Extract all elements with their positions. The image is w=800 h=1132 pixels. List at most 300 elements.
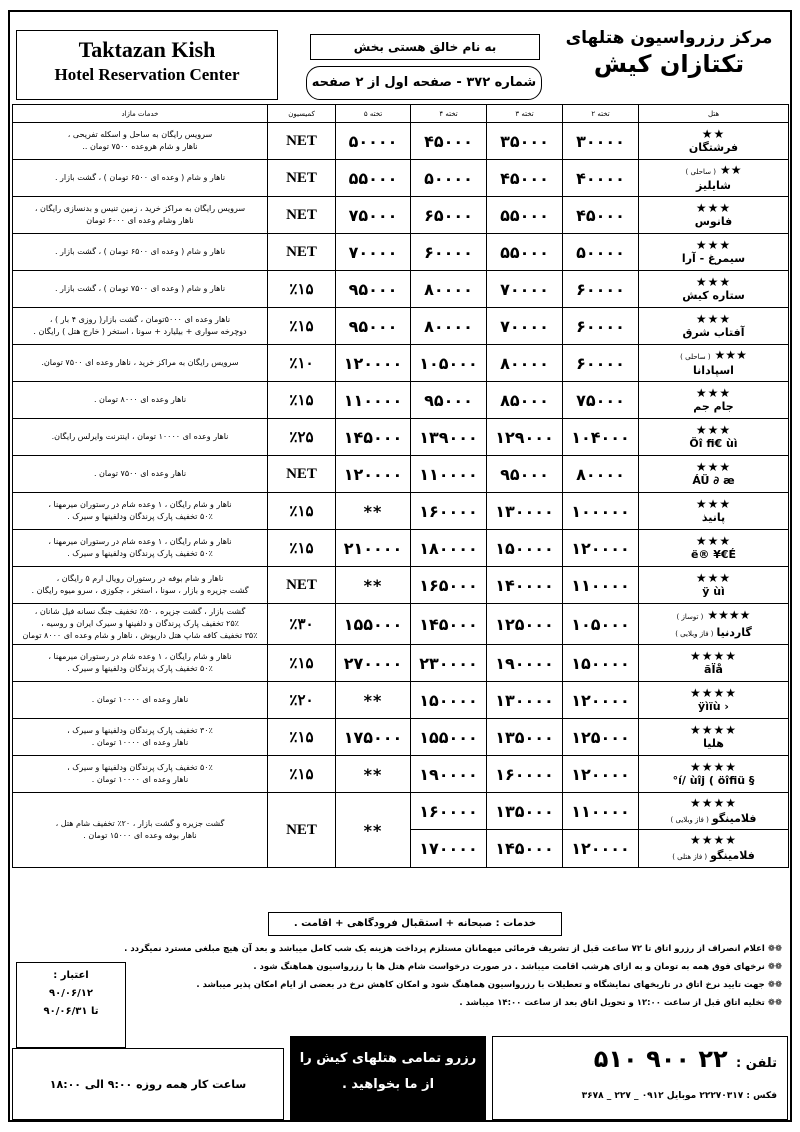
- note-item: ❁❁ تخلیه اتاق قبل از ساعت ۱۲:۰۰ و تحویل اتاق بعد از ساعت ۱۴:۰۰ میباشد .: [459, 998, 782, 1008]
- hotel-name-line: [639, 326, 788, 340]
- commission-cell: ٪۱۵: [268, 719, 336, 756]
- hotel-note: ( فاز هتلی ): [672, 853, 708, 861]
- hotel-name-line: [639, 737, 788, 751]
- price-4bed-cell: ۱۸۰۰۰۰: [411, 530, 487, 567]
- english-title: Taktazan Kish: [78, 37, 216, 62]
- price-5bed-cell: ۹۵۰۰۰: [336, 271, 411, 308]
- hotel-variant: [639, 830, 788, 867]
- price-5bed-cell: **: [336, 567, 411, 604]
- phone-label: تلفن :: [736, 1056, 777, 1071]
- star-rating: ★★: [719, 163, 742, 177]
- extra-services-cell: [13, 345, 268, 382]
- validity-from: ۹۰/۰۶/۱۲: [49, 988, 93, 999]
- hotel-name: ë® ¥€É: [690, 548, 737, 561]
- table-row: [13, 308, 789, 345]
- hotel-cell: [639, 160, 789, 197]
- commission-cell: ٪۱۵: [268, 530, 336, 567]
- hotel-stars: [639, 608, 788, 624]
- table-row: [13, 645, 789, 682]
- price-5bed-cell: ۷۰۰۰۰: [336, 234, 411, 271]
- note-item: ❁❁ نرخهای فوق همه به تومان و به ازای هرشب اقامت میباشد . در صورت درخواست شام هتل ها با رزرواسیون هماهنگ شود .: [253, 962, 782, 972]
- hotel-name: اسپادانا: [693, 364, 734, 377]
- commission-cell: ٪۱۵: [268, 382, 336, 419]
- hotel-name: Öî ﬁ€ ùì: [689, 437, 738, 450]
- hotel-cell: [639, 756, 789, 793]
- extra-service-line: گشت جزیره و بازار ، سونا ، استخر ، جکوزی ، سرو میوه رایگان .: [31, 586, 249, 595]
- extra-service-line: ناهار و شام ( وعده ای ۷۵۰۰ تومان ) ، گشت بازار .: [54, 284, 226, 293]
- extra-services-cell: [13, 197, 268, 234]
- price-5bed-cell: **: [336, 756, 411, 793]
- extra-service-line: سرویس رایگان به مراکز خرید ، زمین تنیس و بدنسازی رایگان ،: [34, 204, 246, 213]
- hotel-name: فانوس: [694, 215, 733, 228]
- extra-service-line: ۵۰٪ تخفیف پارک پرندگان ودلفینها و سیرک .: [67, 664, 213, 673]
- price-3bed-cell: ۷۰۰۰۰: [487, 308, 563, 345]
- hotel-cell: [639, 567, 789, 604]
- star-rating: ★★★★: [689, 833, 738, 847]
- price-2bed-cell: ۸۰۰۰۰: [563, 456, 639, 493]
- issue-number-box: شماره ۳۷۲ - صفحه اول از ۲ صفحه: [306, 66, 542, 100]
- star-rating: ★★★: [695, 312, 732, 326]
- table-row: [13, 682, 789, 719]
- hotel-name-line: [639, 511, 788, 525]
- star-rating: ★★★: [714, 348, 747, 362]
- extra-service-line: ۵۰٪ تخفیف پارک پرندگان ودلفینها و سیرک ،: [67, 763, 213, 772]
- star-rating: ★★★★: [689, 686, 738, 700]
- price-5bed-cell: ۱۱۰۰۰۰: [336, 382, 411, 419]
- english-logo-box: [16, 30, 278, 100]
- extra-services-cell: [13, 793, 268, 868]
- hotel-cell: [639, 682, 789, 719]
- price-5bed-cell: ۵۰۰۰۰: [336, 123, 411, 160]
- commission-cell: NET: [268, 234, 336, 271]
- price-5bed-cell: ۹۵۰۰۰: [336, 308, 411, 345]
- hotel-stars: [639, 760, 788, 774]
- price-2bed-cell: ۱۱۰۰۰۰: [563, 567, 639, 604]
- commission-cell: ٪۱۵: [268, 493, 336, 530]
- extra-service-line: ناهار و شام ( وعده ای ۶۵۰۰ تومان ) ، گشت بازار .: [54, 247, 226, 256]
- extra-service-line: ۳۰٪ تخفیف پارک پرندگان ودلفینها و سیرک ،: [67, 726, 213, 735]
- extra-service-line: ناهار وعده ای ۱۰۰۰۰ تومان ، اینترنت وایرلس رایگان.: [51, 432, 229, 441]
- star-rating: ★★★: [695, 423, 732, 437]
- col-header: ۲ تخته: [563, 105, 639, 123]
- extra-services-cell: [13, 160, 268, 197]
- extra-services-cell: [13, 719, 268, 756]
- hotel-stars: [639, 348, 788, 364]
- price-2bed-cell: ۱۰۴۰۰۰: [563, 419, 639, 456]
- services-box: خدمات : صبحانه + استقبال فرودگاهی + اقامت .: [268, 912, 562, 936]
- star-rating: ★★★★: [689, 649, 738, 663]
- price-4bed-cell: ۱۶۵۰۰۰: [411, 567, 487, 604]
- persian-title-line1: مرکز رزرواسیون هتلهای: [565, 28, 773, 48]
- star-rating: ★★★★: [689, 795, 738, 810]
- hotel-cell: [639, 493, 789, 530]
- price-2bed-cell: ۱۰۰۰۰۰: [563, 493, 639, 530]
- price-4bed-cell: ۸۰۰۰۰: [411, 308, 487, 345]
- slogan-line2: از ما بخواهید .: [341, 1077, 435, 1092]
- hotel-stars: [639, 127, 788, 141]
- price-3bed-cell: ۱۳۵۰۰۰: [487, 719, 563, 756]
- hotel-name: سیمرغ - آرا: [681, 252, 746, 265]
- hotel-stars: [639, 386, 788, 400]
- commission-cell: NET: [268, 197, 336, 234]
- price-3bed-cell: ۱۶۰۰۰۰: [487, 756, 563, 793]
- col-header: ۴ تخته: [411, 105, 487, 123]
- hotel-cell: [639, 271, 789, 308]
- hotel-stars: [639, 534, 788, 548]
- extra-service-line: ناهار و شام ( وعده ای ۶۵۰۰ تومان ) ، گشت بازار .: [54, 173, 226, 182]
- table-row: [13, 160, 789, 197]
- table-header-row: [13, 105, 789, 123]
- star-rating: ★★★: [695, 386, 732, 400]
- commission-cell: ٪۱۵: [268, 271, 336, 308]
- table-row: [13, 530, 789, 567]
- price-p4-split-cell: [411, 793, 487, 868]
- hotel-name: جام جم: [693, 400, 734, 413]
- extra-services-cell: [13, 271, 268, 308]
- table-row: [13, 456, 789, 493]
- extra-service-line: ناهار و شام رایگان ، ۱ وعده شام در رستوران میرمهنا ،: [48, 537, 232, 546]
- hotel-name-line: [639, 474, 788, 488]
- commission-cell: ٪۱۵: [268, 756, 336, 793]
- price-4bed-cell: ۲۳۰۰۰۰: [411, 645, 487, 682]
- hotel-name-line: [639, 364, 788, 378]
- price-5bed-cell: ۲۷۰۰۰۰: [336, 645, 411, 682]
- price-4bed-cell: ۱۰۵۰۰۰: [411, 345, 487, 382]
- hotel-name: گاردنیا: [716, 625, 752, 639]
- price-3bed-cell: ۸۵۰۰۰: [487, 382, 563, 419]
- star-rating: ★★★★: [707, 607, 751, 622]
- extra-service-line: ۲۵٪ تخفیف پارک پرندگان و دلفینها و سیرک ایران و روسیه ،: [41, 619, 239, 628]
- price-2bed-cell: ۱۲۰۰۰۰: [563, 530, 639, 567]
- hotel-name-line: [639, 179, 788, 193]
- price-value: ۱۴۵۰۰۰: [495, 839, 554, 858]
- extra-services-cell: [13, 419, 268, 456]
- hotel-name: فرشتگان: [688, 141, 739, 154]
- hotel-name: فلامینگو: [710, 849, 755, 862]
- price-3bed-cell: ۱۵۰۰۰۰: [487, 530, 563, 567]
- hotel-stars: [639, 201, 788, 215]
- phone-value: ۲۲ ۹۰۰ ۵۱۰: [593, 1045, 728, 1073]
- extra-services-cell: [13, 456, 268, 493]
- star-rating: ★★★★: [689, 723, 738, 737]
- header: [10, 22, 790, 102]
- extra-service-line: ناهار و شام بوفه در رستوران رویال ارم ۵ رایگان ،: [56, 574, 224, 583]
- commission-cell: NET: [268, 456, 336, 493]
- hotel-stars: [639, 312, 788, 326]
- col-header: ۳ تخته: [487, 105, 563, 123]
- hotel-note: ( ساحلی ): [680, 353, 711, 361]
- hotel-name: ÁÜ ∂ æ: [692, 474, 735, 487]
- hotel-cell: [639, 604, 789, 645]
- hotel-stars: [639, 423, 788, 437]
- phone-number: [594, 1045, 777, 1073]
- hotel-stars: [639, 275, 788, 289]
- extra-services-cell: [13, 308, 268, 345]
- price-3bed-cell: ۹۵۰۰۰: [487, 456, 563, 493]
- hotel-stars: [639, 686, 788, 700]
- extra-services-cell: [13, 530, 268, 567]
- col-header: هتل: [639, 105, 789, 123]
- extra-service-line: ناهار وشام وعده ای ۶۰۰۰ تومان: [86, 216, 194, 225]
- price-value: ۱۶۰۰۰۰: [411, 793, 486, 830]
- price-4bed-cell: ۱۱۰۰۰۰: [411, 456, 487, 493]
- extra-service-line: گشت بازار ، گشت جزیره ، ۵۰٪ تخفیف جنگ نسانه فیل شانان ،: [34, 607, 246, 616]
- commission-cell: ٪۳۰: [268, 604, 336, 645]
- col-header: ۵ تخته: [336, 105, 411, 123]
- price-4bed-cell: ۵۰۰۰۰: [411, 160, 487, 197]
- extra-services-cell: [13, 756, 268, 793]
- commission-cell: ٪۲۵: [268, 419, 336, 456]
- table-row: [13, 197, 789, 234]
- hotel-note: ( فاز وبلایی ): [670, 815, 709, 824]
- col-header: خدمات مازاد: [13, 105, 268, 123]
- price-2bed-cell: ۶۰۰۰۰: [563, 308, 639, 345]
- note-item: ❁❁ اعلام انصراف از رزرو اتاق تا ۷۲ ساعت قبل از تشریف فرمائی میهمانان مستلزم پرداخت هزینه یک شب کامل میباشد و بعد آن هیچ مبلغی مسترد نمیگردد .: [124, 944, 782, 954]
- price-3bed-cell: ۴۵۰۰۰: [487, 160, 563, 197]
- price-2bed-cell: ۱۵۰۰۰۰: [563, 645, 639, 682]
- extra-services-cell: [13, 567, 268, 604]
- price-3bed-cell: ۱۴۰۰۰۰: [487, 567, 563, 604]
- table-row: [13, 382, 789, 419]
- extra-service-line: ۳۵٪ تخفیف کافه شاپ هتل داریوش ، ناهار و شام وعده ای ۸۰۰۰ تومان: [22, 631, 258, 640]
- table-row: [13, 123, 789, 160]
- star-rating: ★★★: [695, 534, 732, 548]
- price-4bed-cell: ۸۰۰۰۰: [411, 271, 487, 308]
- table-row: [13, 234, 789, 271]
- price-4bed-cell: ۴۵۰۰۰: [411, 123, 487, 160]
- col-header: کمیسیون: [268, 105, 336, 123]
- extra-service-line: ناهار بوفه وعده ای ۱۵۰۰۰ تومان .: [83, 831, 197, 840]
- note-item: ❁❁ جهت تایید نرخ اتاق در تاریخهای نمایشگاه و تعطیلات با رزرواسیون هماهنگ شود و امکان کاهش نرخ در بعضی از ایام امکان پذیر میباشد .: [196, 980, 782, 990]
- table-row-flamingo: [13, 793, 789, 868]
- table-row: [13, 345, 789, 382]
- price-3bed-cell: ۸۰۰۰۰: [487, 345, 563, 382]
- extra-service-line: ۵۰٪ تخفیف پارک پرندگان ودلفینها و سیرک .: [67, 512, 213, 521]
- price-3bed-cell: ۱۲۵۰۰۰: [487, 604, 563, 645]
- table-row: [13, 271, 789, 308]
- extra-service-line: ناهار و شام رایگان ، ۱ وعده شام در رستوران میرمهنا ،: [48, 500, 232, 509]
- working-hours: ساعت کار همه روزه ۹:۰۰ الی ۱۸:۰۰: [12, 1048, 284, 1120]
- commission-cell: ٪۱۰: [268, 345, 336, 382]
- price-5bed-cell: ۱۴۵۰۰۰: [336, 419, 411, 456]
- extra-services-cell: [13, 382, 268, 419]
- hotel-stars: [639, 238, 788, 252]
- validity-label: اعتبار :: [53, 970, 89, 981]
- price-2bed-cell: ۶۰۰۰۰: [563, 271, 639, 308]
- price-5bed-cell: ۱۲۰۰۰۰: [336, 345, 411, 382]
- hotel-name-line: [639, 289, 788, 303]
- extra-service-line: ناهار وعده ای ۸۰۰۰ تومان .: [93, 395, 187, 404]
- price-2bed-cell: ۳۰۰۰۰: [563, 123, 639, 160]
- price-4bed-cell: ۱۴۵۰۰۰: [411, 604, 487, 645]
- validity-to: تا ۹۰/۰۶/۳۱: [43, 1006, 99, 1017]
- commission-cell: NET: [268, 123, 336, 160]
- hotel-cell: [639, 123, 789, 160]
- price-3bed-cell: ۳۵۰۰۰: [487, 123, 563, 160]
- price-5bed-cell: ۱۲۰۰۰۰: [336, 456, 411, 493]
- hotel-stars: [639, 163, 788, 179]
- table-row: [13, 719, 789, 756]
- hotel-name: ãÏå: [704, 663, 723, 676]
- extra-services-cell: [13, 682, 268, 719]
- hotel-note: ( فاز وبلایی ): [675, 629, 714, 638]
- hotel-stars: [639, 571, 788, 585]
- price-5bed-cell: **: [336, 793, 411, 868]
- price-3bed-cell: ۱۹۰۰۰۰: [487, 645, 563, 682]
- hotel-cell: [639, 719, 789, 756]
- extra-services-cell: [13, 604, 268, 645]
- extra-service-line: ناهار وعده ای ۱۰۰۰۰ تومان .: [91, 775, 189, 784]
- commission-cell: NET: [268, 567, 336, 604]
- persian-title: [555, 28, 783, 78]
- star-rating: ★★★★: [689, 760, 738, 774]
- price-4bed-cell: ۱۵۰۰۰۰: [411, 682, 487, 719]
- extra-service-line: ۵۰٪ تخفیف پارک پرندگان ودلفینها و سیرک .: [67, 549, 213, 558]
- star-rating: ★★★: [695, 460, 732, 474]
- hotel-cell: [639, 308, 789, 345]
- bismillah-box: به نام خالق هستی بخش: [310, 34, 540, 60]
- hotel-name-line: [671, 810, 757, 827]
- extra-services-cell: [13, 645, 268, 682]
- english-subtitle: Hotel Reservation Center: [54, 65, 240, 84]
- price-4bed-cell: ۹۵۰۰۰: [411, 382, 487, 419]
- price-2bed-cell: ۱۲۰۰۰۰: [563, 682, 639, 719]
- hotel-name-line: [639, 585, 788, 599]
- price-2bed-cell: ۱۲۵۰۰۰: [563, 719, 639, 756]
- hotel-name-line: [639, 252, 788, 266]
- price-2bed-cell: ۴۵۰۰۰: [563, 197, 639, 234]
- price-5bed-cell: ۵۵۰۰۰: [336, 160, 411, 197]
- price-4bed-cell: ۱۶۰۰۰۰: [411, 493, 487, 530]
- hotel-cell-flamingo: [639, 793, 789, 868]
- extra-service-line: دوچرخه سواری + بیلیارد + سونا ، استخر ( خارج هتل ) رایگان .: [33, 327, 247, 336]
- star-rating: ★★★: [695, 497, 732, 511]
- commission-cell: ٪۱۵: [268, 645, 336, 682]
- price-5bed-cell: **: [336, 493, 411, 530]
- hotel-name-line: [672, 847, 755, 864]
- hotel-note: ( توساز ): [676, 612, 704, 621]
- table-row: [13, 756, 789, 793]
- commission-cell: ٪۱۵: [268, 308, 336, 345]
- extra-services-cell: [13, 234, 268, 271]
- price-value: ۱۲۰۰۰۰: [571, 839, 630, 858]
- rates-table: [12, 104, 789, 868]
- table-body: [13, 123, 789, 868]
- hotel-cell: [639, 456, 789, 493]
- table-row: [13, 493, 789, 530]
- price-p3-split-cell: [487, 793, 563, 868]
- hotel-cell: [639, 197, 789, 234]
- hotel-stars: [639, 723, 788, 737]
- hotel-stars: [639, 649, 788, 663]
- price-5bed-cell: ۲۱۰۰۰۰: [336, 530, 411, 567]
- hotel-stars: [639, 460, 788, 474]
- hotel-name: هلیا: [703, 737, 724, 750]
- price-3bed-cell: ۷۰۰۰۰: [487, 271, 563, 308]
- hotel-name-line: [639, 141, 788, 155]
- price-5bed-cell: ۱۵۵۰۰۰: [336, 604, 411, 645]
- hotel-cell: [639, 382, 789, 419]
- price-2bed-cell: ۶۰۰۰۰: [563, 345, 639, 382]
- extra-services-cell: [13, 123, 268, 160]
- hotel-name-line: [639, 215, 788, 229]
- price-5bed-cell: ۷۵۰۰۰: [336, 197, 411, 234]
- hotel-cell: [639, 234, 789, 271]
- hotel-name: ÿ ùì: [702, 585, 725, 598]
- notes-list: [124, 940, 782, 1012]
- price-5bed-cell: ۱۷۵۰۰۰: [336, 719, 411, 756]
- star-rating: ★★★: [695, 201, 732, 215]
- price-3bed-cell: ۱۳۰۰۰۰: [487, 682, 563, 719]
- extra-service-line: ناهار و شام رایگان ، ۱ وعده شام در رستوران میرمهنا ،: [48, 652, 232, 661]
- price-value: ۱۷۰۰۰۰: [419, 839, 478, 858]
- extra-service-line: ناهار و شام هروعده ۷۵۰۰ تومان ..: [82, 142, 198, 151]
- price-value: ۱۳۵۰۰۰: [487, 793, 562, 830]
- hotel-name: آفتاب شرق: [682, 326, 745, 339]
- commission-cell: NET: [268, 793, 336, 868]
- price-p2-split-cell: [563, 793, 639, 868]
- price-2bed-cell: ۷۵۰۰۰: [563, 382, 639, 419]
- hotel-cell: [639, 530, 789, 567]
- fax-mobile: فکس : ۲۲۲۷۰۳۱۷ موبایل ۰۹۱۲ _ ۲۲۷ _ ۳۶۷۸: [581, 1091, 777, 1101]
- commission-cell: ٪۲۰: [268, 682, 336, 719]
- hotel-stars: [639, 497, 788, 511]
- star-rating: ★★★: [695, 275, 732, 289]
- price-4bed-cell: ۶۵۰۰۰: [411, 197, 487, 234]
- hotel-name: شایلیز: [696, 179, 731, 192]
- extra-service-line: گشت جزیره و گشت بازار ، ۲۰٪ تخفیف شام هتل ،: [55, 819, 225, 828]
- table-row: [13, 567, 789, 604]
- price-3bed-cell: ۵۵۰۰۰: [487, 234, 563, 271]
- extra-service-line: سرویس رایگان به مراکز خرید ، ناهار وعده ای ۷۵۰۰ تومان.: [41, 358, 239, 367]
- price-5bed-cell: **: [336, 682, 411, 719]
- contact-box: [492, 1036, 788, 1120]
- star-rating: ★★: [701, 127, 726, 141]
- price-2bed-cell: ۱۰۵۰۰۰: [563, 604, 639, 645]
- hotel-name: پانیذ: [701, 511, 726, 524]
- price-2bed-cell: ۵۰۰۰۰: [563, 234, 639, 271]
- extra-service-line: ناهار وعده ای ۱۰۰۰۰ تومان .: [91, 695, 189, 704]
- hotel-variant: [639, 793, 788, 830]
- star-rating: ★★★: [695, 238, 732, 252]
- price-3bed-cell: ۵۵۰۰۰: [487, 197, 563, 234]
- hotel-cell: [639, 345, 789, 382]
- price-value: ۱۱۰۰۰۰: [563, 793, 638, 830]
- price-3bed-cell: ۱۳۰۰۰۰: [487, 493, 563, 530]
- hotel-cell: [639, 645, 789, 682]
- hotel-name-line: [639, 624, 788, 641]
- price-4bed-cell: ۱۹۰۰۰۰: [411, 756, 487, 793]
- hotel-name: § í/ ùîj ( öîﬁü°: [672, 774, 755, 787]
- price-4bed-cell: ۱۵۵۰۰۰: [411, 719, 487, 756]
- hotel-name-line: [639, 437, 788, 451]
- star-rating: ★★★: [695, 571, 732, 585]
- extra-services-cell: [13, 493, 268, 530]
- price-4bed-cell: ۱۳۹۰۰۰: [411, 419, 487, 456]
- price-3bed-cell: ۱۲۹۰۰۰: [487, 419, 563, 456]
- hotel-name-line: [639, 400, 788, 414]
- hotel-note: ( ساحلی ): [685, 168, 716, 176]
- hotel-name: ‹ ÿìïù: [698, 700, 729, 713]
- hotel-name-line: [639, 774, 788, 788]
- price-4bed-cell: ۶۰۰۰۰: [411, 234, 487, 271]
- table-row: [13, 419, 789, 456]
- extra-service-line: ناهار وعده ای ۵۰۰۰تومان ، گشت بازار( روزی ۴ بار ) ،: [49, 315, 231, 324]
- extra-service-line: سرویس رایگان به ساحل و اسکله تفریحی ،: [67, 130, 213, 139]
- hotel-name: فلامینگو: [711, 811, 757, 825]
- hotel-name-line: [639, 548, 788, 562]
- slogan-box: [290, 1036, 486, 1120]
